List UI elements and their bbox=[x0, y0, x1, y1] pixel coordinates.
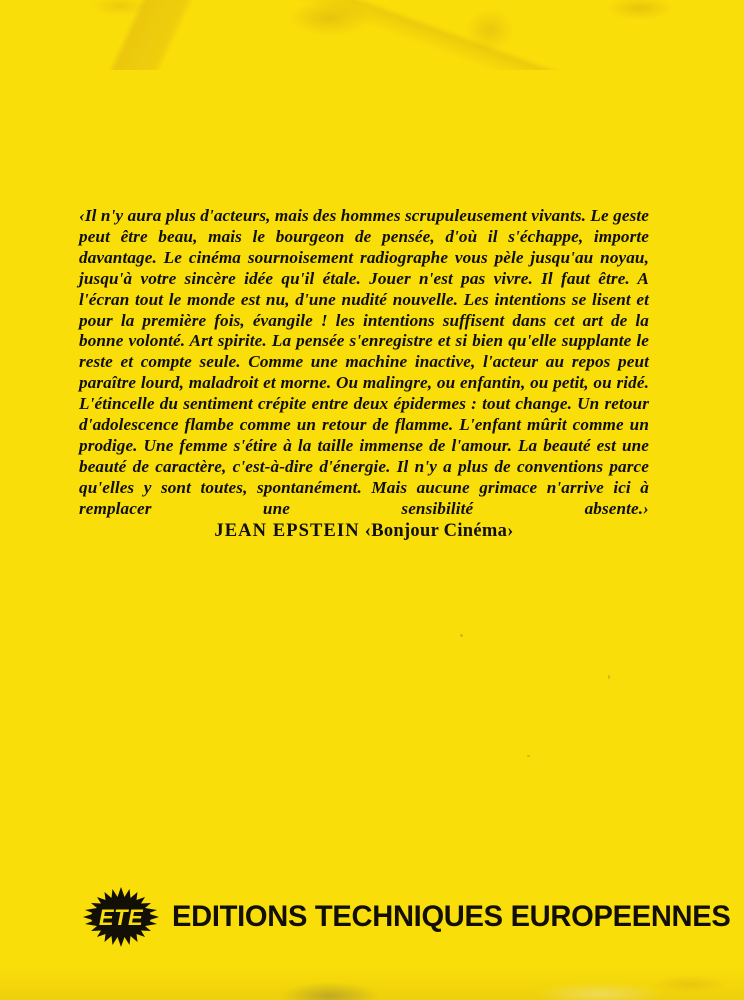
paper-speck bbox=[527, 755, 530, 757]
svg-text:ETE: ETE bbox=[98, 905, 144, 930]
publisher-name: EDITIONS TECHNIQUES EUROPEENNES bbox=[172, 900, 731, 933]
paper-speck bbox=[460, 634, 463, 637]
quotation-block bbox=[79, 206, 649, 541]
paper-speck bbox=[608, 675, 610, 679]
quotation-source-title: ‹Bonjour Cinéma› bbox=[364, 521, 514, 541]
quotation-text: ‹Il n'y aura plus d'acteurs, mais des hommes scrupuleusement vivants. Le geste peut être beau, mais le bourgeon de pensée, d'où il s'échappe, importe davantage. Le cinéma sournoisement radiographe vous pèle jusqu'au noyau, jusqu'à votre sincère idée qu'il étale. Jouer n'est pas vivre. Il faut être. A l'écran tout le monde est nu, d'une nudité nouvelle. Les intentions se lisent et pour la première fois, évangile ! les intentions suffisent dans cet art de la bonne volonté. Art spirite. La pensée s'enregistre et si bien qu'elle supplante le reste et compte seule. Comme une machine inactive, l'acteur au repos peut paraître lourd, maladroit et morne. Ou malingre, ou enfantin, ou petit, ou ridé. L'étincelle du sentiment crépite entre deux épidermes : tout change. Un retour d'adolescence flambe comme un retour de flamme. L'enfant mûrit comme un prodige. Une femme s'étire à la taille immense de l'amour. La beauté est une beauté de caractère, c'est-à-dire d'énergie. Il n'y a plus de conventions parce qu'elles y sont toutes, spontanément. Mais aucune grimace n'arrive ici à remplacer une sensibilité absente.› bbox=[79, 206, 649, 518]
quotation-author: JEAN EPSTEIN bbox=[214, 521, 360, 541]
paper-wear-bottom bbox=[0, 940, 744, 1000]
publisher-footer bbox=[82, 886, 731, 948]
quotation-attribution bbox=[79, 521, 649, 542]
ete-sunburst-logo-icon bbox=[82, 886, 160, 948]
paper-wear-top bbox=[0, 0, 744, 70]
